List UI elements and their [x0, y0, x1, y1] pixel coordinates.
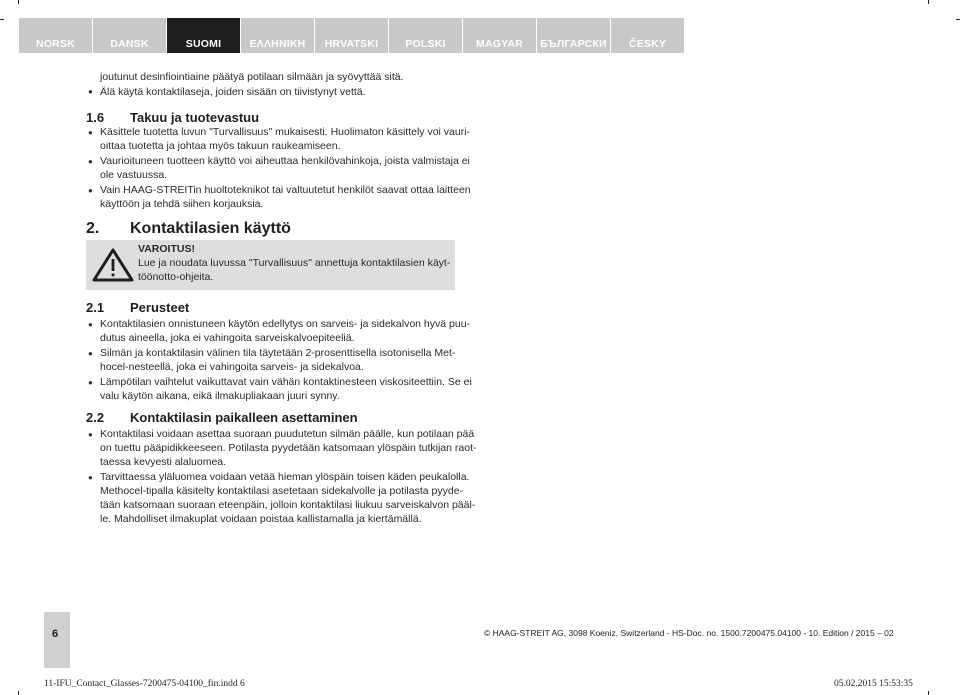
crop-mark: [928, 691, 929, 695]
body-text: hocel-nesteellä, joka ei vahingoita sarveis- ja sidekalvoa.: [100, 361, 364, 373]
body-text: käyttöön ja tehdä siihen korjauksia.: [100, 198, 264, 210]
bullet: ●: [88, 128, 93, 137]
body-text: Lämpötilan vaihtelut vaikuttavat vain vähän kontaktinesteen viskositeettiin. Se ei: [100, 376, 472, 388]
bullet: ●: [88, 320, 93, 329]
crop-mark: [928, 0, 929, 4]
body-text: Tarvittaessa yläluomea voidaan vetää hieman ylöspäin toisen käden peukalolla.: [100, 471, 470, 483]
body-text: tään katsomaan suoraan eteenpäin, jolloin kontaktilasi liukuu sarveiskalvon pääl-: [100, 499, 476, 511]
section-title: Kontaktilasien käyttö: [130, 220, 291, 237]
body-text: valu käytön aikana, eikä ilmakupliakaan juuri synny.: [100, 390, 340, 402]
warning-text: töönotto-ohjeita.: [138, 271, 214, 283]
print-slug-file: 11-IFU_Contact_Glasses-7200475-04100_fin.indd 6: [44, 679, 245, 689]
body-text: oittaa tuotetta ja johtaa myös takuun raukeamiseen.: [100, 140, 341, 152]
print-slug-date: 05.02.2015 15:53:35: [834, 679, 913, 689]
language-tabs: [19, 18, 685, 53]
crop-mark: [0, 19, 4, 20]
section-number: 1.6: [86, 110, 105, 125]
tab-suomi[interactable]: SUOMI: [167, 18, 240, 53]
section-number: 2.1: [86, 300, 105, 315]
tab-magyar[interactable]: MAGYAR: [463, 18, 536, 53]
crop-mark: [18, 691, 19, 695]
tab-dansk[interactable]: DANSK: [93, 18, 166, 53]
warning-triangle-icon: [91, 247, 135, 283]
tab-bulgarian[interactable]: БЪЛГАРСКИ: [537, 18, 610, 53]
bullet: ●: [88, 378, 93, 387]
section-title: Kontaktilasin paikalleen asettaminen: [130, 410, 358, 425]
body-text: le. Mahdolliset ilmakuplat voidaan poistaa kallistamalla ja kiertämällä.: [100, 513, 422, 525]
tab-cesky[interactable]: ČESKY: [611, 18, 684, 53]
bullet: ●: [88, 430, 93, 439]
warning-text: Lue ja noudata luvussa "Turvallisuus" annettuja kontaktilasien käyt-: [138, 257, 451, 269]
body-text: dutus aineella, joka ei vahingoita sarveiskalvoepiteeliä.: [100, 332, 355, 344]
section-title: Takuu ja tuotevastuu: [130, 110, 260, 125]
page-number: 6: [52, 628, 59, 640]
body-text: Älä käytä kontaktilaseja, joiden sisään on tiivistynyt vettä.: [100, 86, 366, 98]
bullet: ●: [88, 157, 93, 166]
crop-mark: [18, 0, 19, 4]
body-text: Vaurioituneen tuotteen käyttö voi aiheuttaa henkilövahinkoja, joista valmistaja ei: [100, 155, 470, 167]
tab-hrvatski[interactable]: HRVATSKI: [315, 18, 388, 53]
body-text: Vain HAAG-STREITin huoltoteknikot tai valtuutetut henkilöt saavat ottaa laitteen: [100, 184, 471, 196]
body-text: on tuettu pääpidikkeeseen. Potilasta pyydetään katsomaan ylöspäin tutkijan raot-: [100, 442, 477, 454]
crop-mark: [956, 19, 960, 20]
body-text: Kontaktilasien onnistuneen käytön edellytys on sarveis- ja sidekalvon hyvä puu-: [100, 318, 471, 330]
bullet: ●: [88, 186, 93, 195]
body-text: Silmän ja kontaktilasin välinen tila täytetään 2-prosenttisella isotonisella Met-: [100, 347, 456, 359]
body-text: taessa kevyesti alaluomea.: [100, 456, 227, 468]
warning-label: VAROITUS!: [138, 243, 195, 255]
tab-greek[interactable]: ΕΛΛΗΝΙΚΗ: [241, 18, 314, 53]
body-text: joutunut desinfiointiaine päätyä potilaan silmään ja syövyttää sitä.: [100, 71, 404, 83]
body-text: Kontaktilasi voidaan asettaa suoraan puudutetun silmän päälle, kun potilaan pää: [100, 428, 475, 440]
tab-polski[interactable]: POLSKI: [389, 18, 462, 53]
body-text: Käsittele tuotetta luvun "Turvallisuus" mukaisesti. Huolimaton käsittely voi vauri-: [100, 126, 471, 138]
bullet: ●: [88, 349, 93, 358]
body-text: Methocel-tipalla käsitelty kontaktilasi asetetaan sidekalvolle ja potilasta pyyde-: [100, 485, 464, 497]
tab-norsk[interactable]: NORSK: [19, 18, 92, 53]
section-number: 2.: [86, 220, 100, 237]
body-text: ole vastuussa.: [100, 169, 168, 181]
bullet: ●: [88, 473, 93, 482]
bullet: ●: [88, 87, 93, 96]
copyright-footer: © HAAG-STREIT AG, 3098 Koeniz, Switzerland - HS-Doc. no. 1500.7200475.04100 - 10. Edition / 2015 – 02: [484, 628, 894, 638]
section-number: 2.2: [86, 410, 105, 425]
section-title: Perusteet: [130, 300, 190, 315]
page-number-strip: [44, 612, 70, 668]
